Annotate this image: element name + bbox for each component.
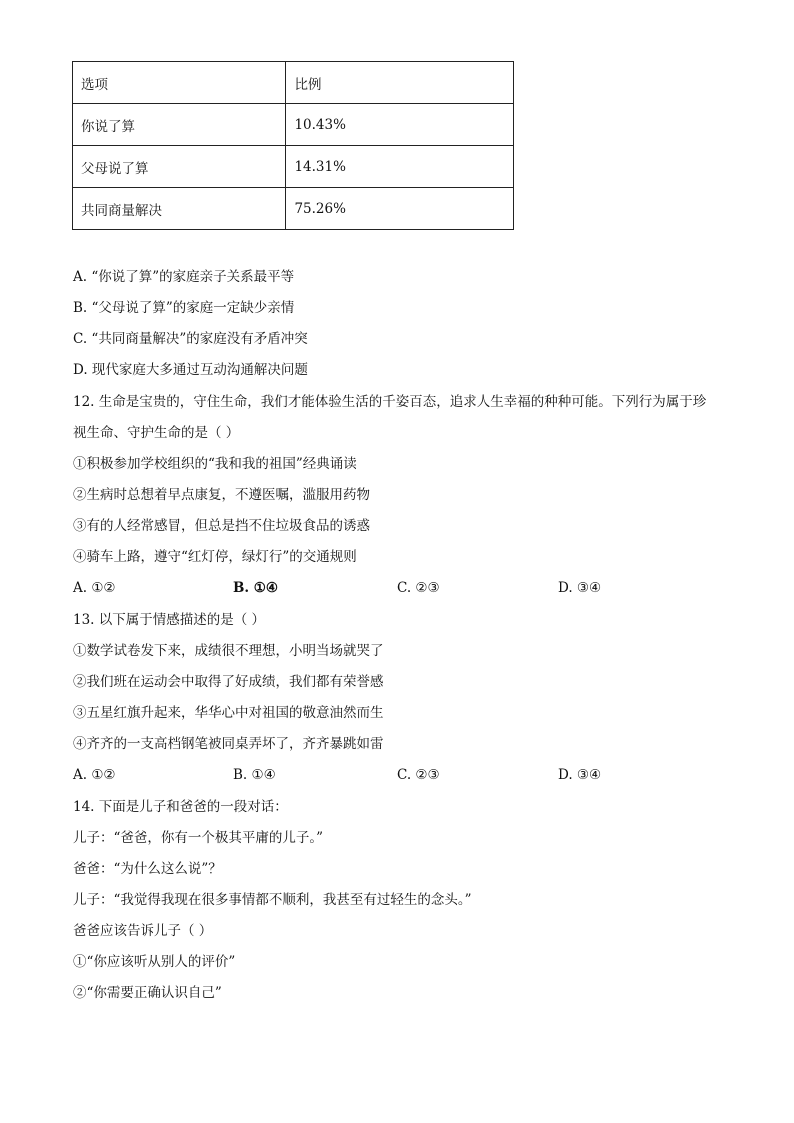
table-row — [73, 146, 514, 188]
q14-item-1: ①“你应该听从别人的评价” — [73, 954, 236, 970]
table-row — [73, 188, 514, 230]
q13-item-3: ③五星红旗升起来，华华心中对祖国的敬意油然而生 — [73, 705, 384, 721]
table-row — [73, 104, 514, 146]
q13-option-c: C. ②③ — [397, 767, 440, 783]
q11-option-b: B. “父母说了算”的家庭一定缺少亲情 — [73, 300, 295, 316]
q12-item-3: ③有的人经常感冒，但总是挡不住垃圾食品的诱惑 — [73, 518, 370, 534]
q13-item-2: ②我们班在运动会中取得了好成绩，我们都有荣誉感 — [73, 674, 384, 690]
q13-option-d: D. ③④ — [558, 767, 602, 783]
q11-option-a: A. “你说了算”的家庭亲子关系最平等 — [73, 269, 295, 285]
table-cell: 共同商量解决 — [73, 188, 286, 230]
q12-option-b: B. ①④ — [233, 580, 279, 596]
q12-options — [73, 579, 673, 597]
q13-item-1: ①数学试卷发下来，成绩很不理想，小明当场就哭了 — [73, 643, 384, 659]
q14-stem: 14. 下面是儿子和爸爸的一段对话： — [73, 799, 288, 815]
q14-item-2: ②“你需要正确认识自己” — [73, 985, 222, 1001]
q12-option-c: C. ②③ — [397, 580, 440, 596]
table-cell: 你说了算 — [73, 104, 286, 146]
q12-item-2: ②生病时总想着早点康复，不遵医嘱，滥服用药物 — [73, 487, 370, 503]
q12-item-1: ①积极参加学校组织的“我和我的祖国”经典诵读 — [73, 456, 357, 472]
table-cell: 父母说了算 — [73, 146, 286, 188]
q12-option-d: D. ③④ — [558, 580, 602, 596]
q12-option-a: A. ①② — [73, 580, 116, 596]
q12-stem-line1: 12. 生命是宝贵的，守住生命，我们才能体验生活的千姿百态，追求人生幸福的种种可能。下列行为属于珍 — [73, 394, 707, 410]
q13-option-a: A. ①② — [73, 767, 116, 783]
table-header-row — [73, 62, 514, 104]
q14-dialog-dad: 爸爸：“为什么这么说”？ — [73, 861, 222, 877]
q11-option-d: D. 现代家庭大多通过互动沟通解决问题 — [73, 362, 308, 378]
q14-dialog-son-2: 儿子：“我觉得我现在很多事情都不顺利，我甚至有过轻生的念头。” — [73, 892, 472, 908]
table-header-cell: 比例 — [286, 62, 514, 104]
table-header-cell: 选项 — [73, 62, 286, 104]
q13-option-b: B. ①④ — [233, 767, 276, 783]
q12-item-4: ④骑车上路，遵守“红灯停，绿灯行”的交通规则 — [73, 549, 357, 565]
table-cell: 14.31% — [286, 146, 514, 188]
q14-dialog-son-1: 儿子：“爸爸，你有一个极其平庸的儿子。” — [73, 830, 324, 846]
survey-table — [72, 61, 514, 230]
table-cell: 75.26% — [286, 188, 514, 230]
q13-item-4: ④齐齐的一支高档钢笔被同桌弄坏了，齐齐暴跳如雷 — [73, 736, 384, 752]
q14-question: 爸爸应该告诉儿子（ ） — [73, 923, 213, 939]
q13-options — [73, 766, 673, 784]
table-cell: 10.43% — [286, 104, 514, 146]
q13-stem: 13. 以下属于情感描述的是（ ） — [73, 612, 266, 628]
q12-stem-line2: 视生命、守护生命的是（ ） — [73, 425, 240, 441]
q11-option-c: C. “共同商量解决”的家庭没有矛盾冲突 — [73, 331, 308, 347]
